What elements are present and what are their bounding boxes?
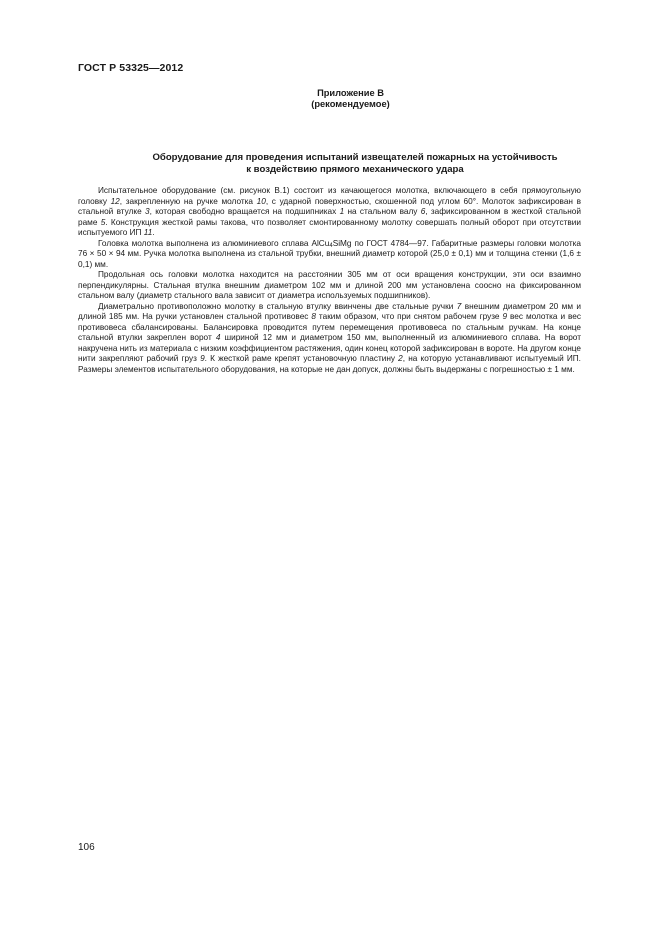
text-run: внешним диаметром 20 мм и длиной 185 мм. На ручки установлен стальной противовес xyxy=(78,301,581,321)
text-run: Диаметрально противоположно молотку в стальную втулку ввинчены две стальные ручки xyxy=(98,301,457,311)
paragraph-3: Продольная ось головки молотка находится на расстоянии 305 мм от оси вращения конструкции, эти оси взаимно перпендикулярны. Стальная втулка внешним диаметром 102 мм и длиной 200 мм установлена соосно на фиксированном стальном валу (диаметр стального вала зависит от диаметра используемых подшипников). xyxy=(78,270,581,300)
ref-number: 7 xyxy=(456,301,462,311)
text-run: Испытательное оборудование (см. рисунок В.1) состоит из качающегося молотка, включающего в себя прямоугольную головку xyxy=(78,186,581,206)
text-run: таким образом, что при снятом рабочем грузе xyxy=(315,312,503,321)
text-run: Головка молотка выполнена из алюминиевого сплава AlCu xyxy=(98,238,330,248)
ref-number: 10 xyxy=(256,196,266,206)
text-run: . Конструкция жесткой рамы такова, что позволяет смонтированному молотку совершать полный оборот при отсутствии испытуемого ИП xyxy=(78,217,581,237)
text-run: . xyxy=(152,228,155,237)
section-title xyxy=(60,152,650,176)
ref-number: 9 xyxy=(200,354,205,363)
ref-number: 2 xyxy=(398,354,403,363)
document-code: ГОСТ Р 53325—2012 xyxy=(78,62,184,74)
appendix-heading xyxy=(20,88,661,110)
text-run: на стальном валу xyxy=(344,207,421,216)
paragraph-1 xyxy=(78,186,581,239)
page-number: 106 xyxy=(78,842,95,853)
text-run: , на которую устанавливают испытуемый ИП. Размеры элементов испытательного оборудования, на которые не дан допуск, должны быть выдержаны с погрешностью ± 1 мм. xyxy=(78,354,581,374)
section-title-line-2: к воздействию прямого механического удара xyxy=(246,164,464,175)
body-text xyxy=(78,186,581,375)
ref-number: 4 xyxy=(215,333,221,342)
appendix-title: Приложение В xyxy=(317,88,384,98)
paragraph-2 xyxy=(78,239,581,271)
paragraph-4 xyxy=(78,302,581,376)
ref-number: 11 xyxy=(143,228,153,237)
text-run: , которая свободно вращается на подшипниках xyxy=(149,207,340,216)
text-run: шириной 12 мм и диаметром 150 мм, выполненный из алюминиевого сплава. На ворот накручена нить из материала с низким коэффициентом растяжения, один конец которой зафиксирован в вороте. На другом конце нити закрепляют рабочий груз xyxy=(78,333,581,363)
text-run: , зафиксированном в жесткой стальной раме xyxy=(78,207,582,227)
ref-number: 9 xyxy=(502,312,508,321)
text-run: SiMg по ГОСТ 4784—97. Габаритные размеры головки молотка 76 × 50 × 94 мм. Ручка молотка выполнена из стальной трубки, внешний диаметр которой (25,0 ± 0,1) мм и толщина стенки (1,6 ± 0,1) мм. xyxy=(78,238,581,269)
text-run: , с ударной поверхностью, скошенной под углом 60°. Молоток зафиксирован в стальной втулке xyxy=(78,196,581,216)
ref-number: 12 xyxy=(110,196,120,206)
text-run: . К жесткой раме крепят установочную пластину xyxy=(204,354,399,363)
ref-number: 1 xyxy=(339,207,345,216)
subscript: 4 xyxy=(329,242,333,249)
text-run: вес молотка и вес противовеса сбалансированы. Балансировка проводится путем перемещения противовеса по стальным ручкам. На конце стальной втулки закреплен ворот xyxy=(78,312,581,342)
ref-number: 8 xyxy=(311,312,316,321)
appendix-subtitle: (рекомендуемое) xyxy=(311,99,390,109)
ref-number: 5 xyxy=(100,217,106,227)
ref-number: 3 xyxy=(145,207,150,216)
section-title-line-1: Оборудование для проведения испытаний извещателей пожарных на устойчивость xyxy=(152,152,558,163)
ref-number: 6 xyxy=(420,207,426,216)
text-run: , закрепленную на ручке молотка xyxy=(119,196,257,206)
